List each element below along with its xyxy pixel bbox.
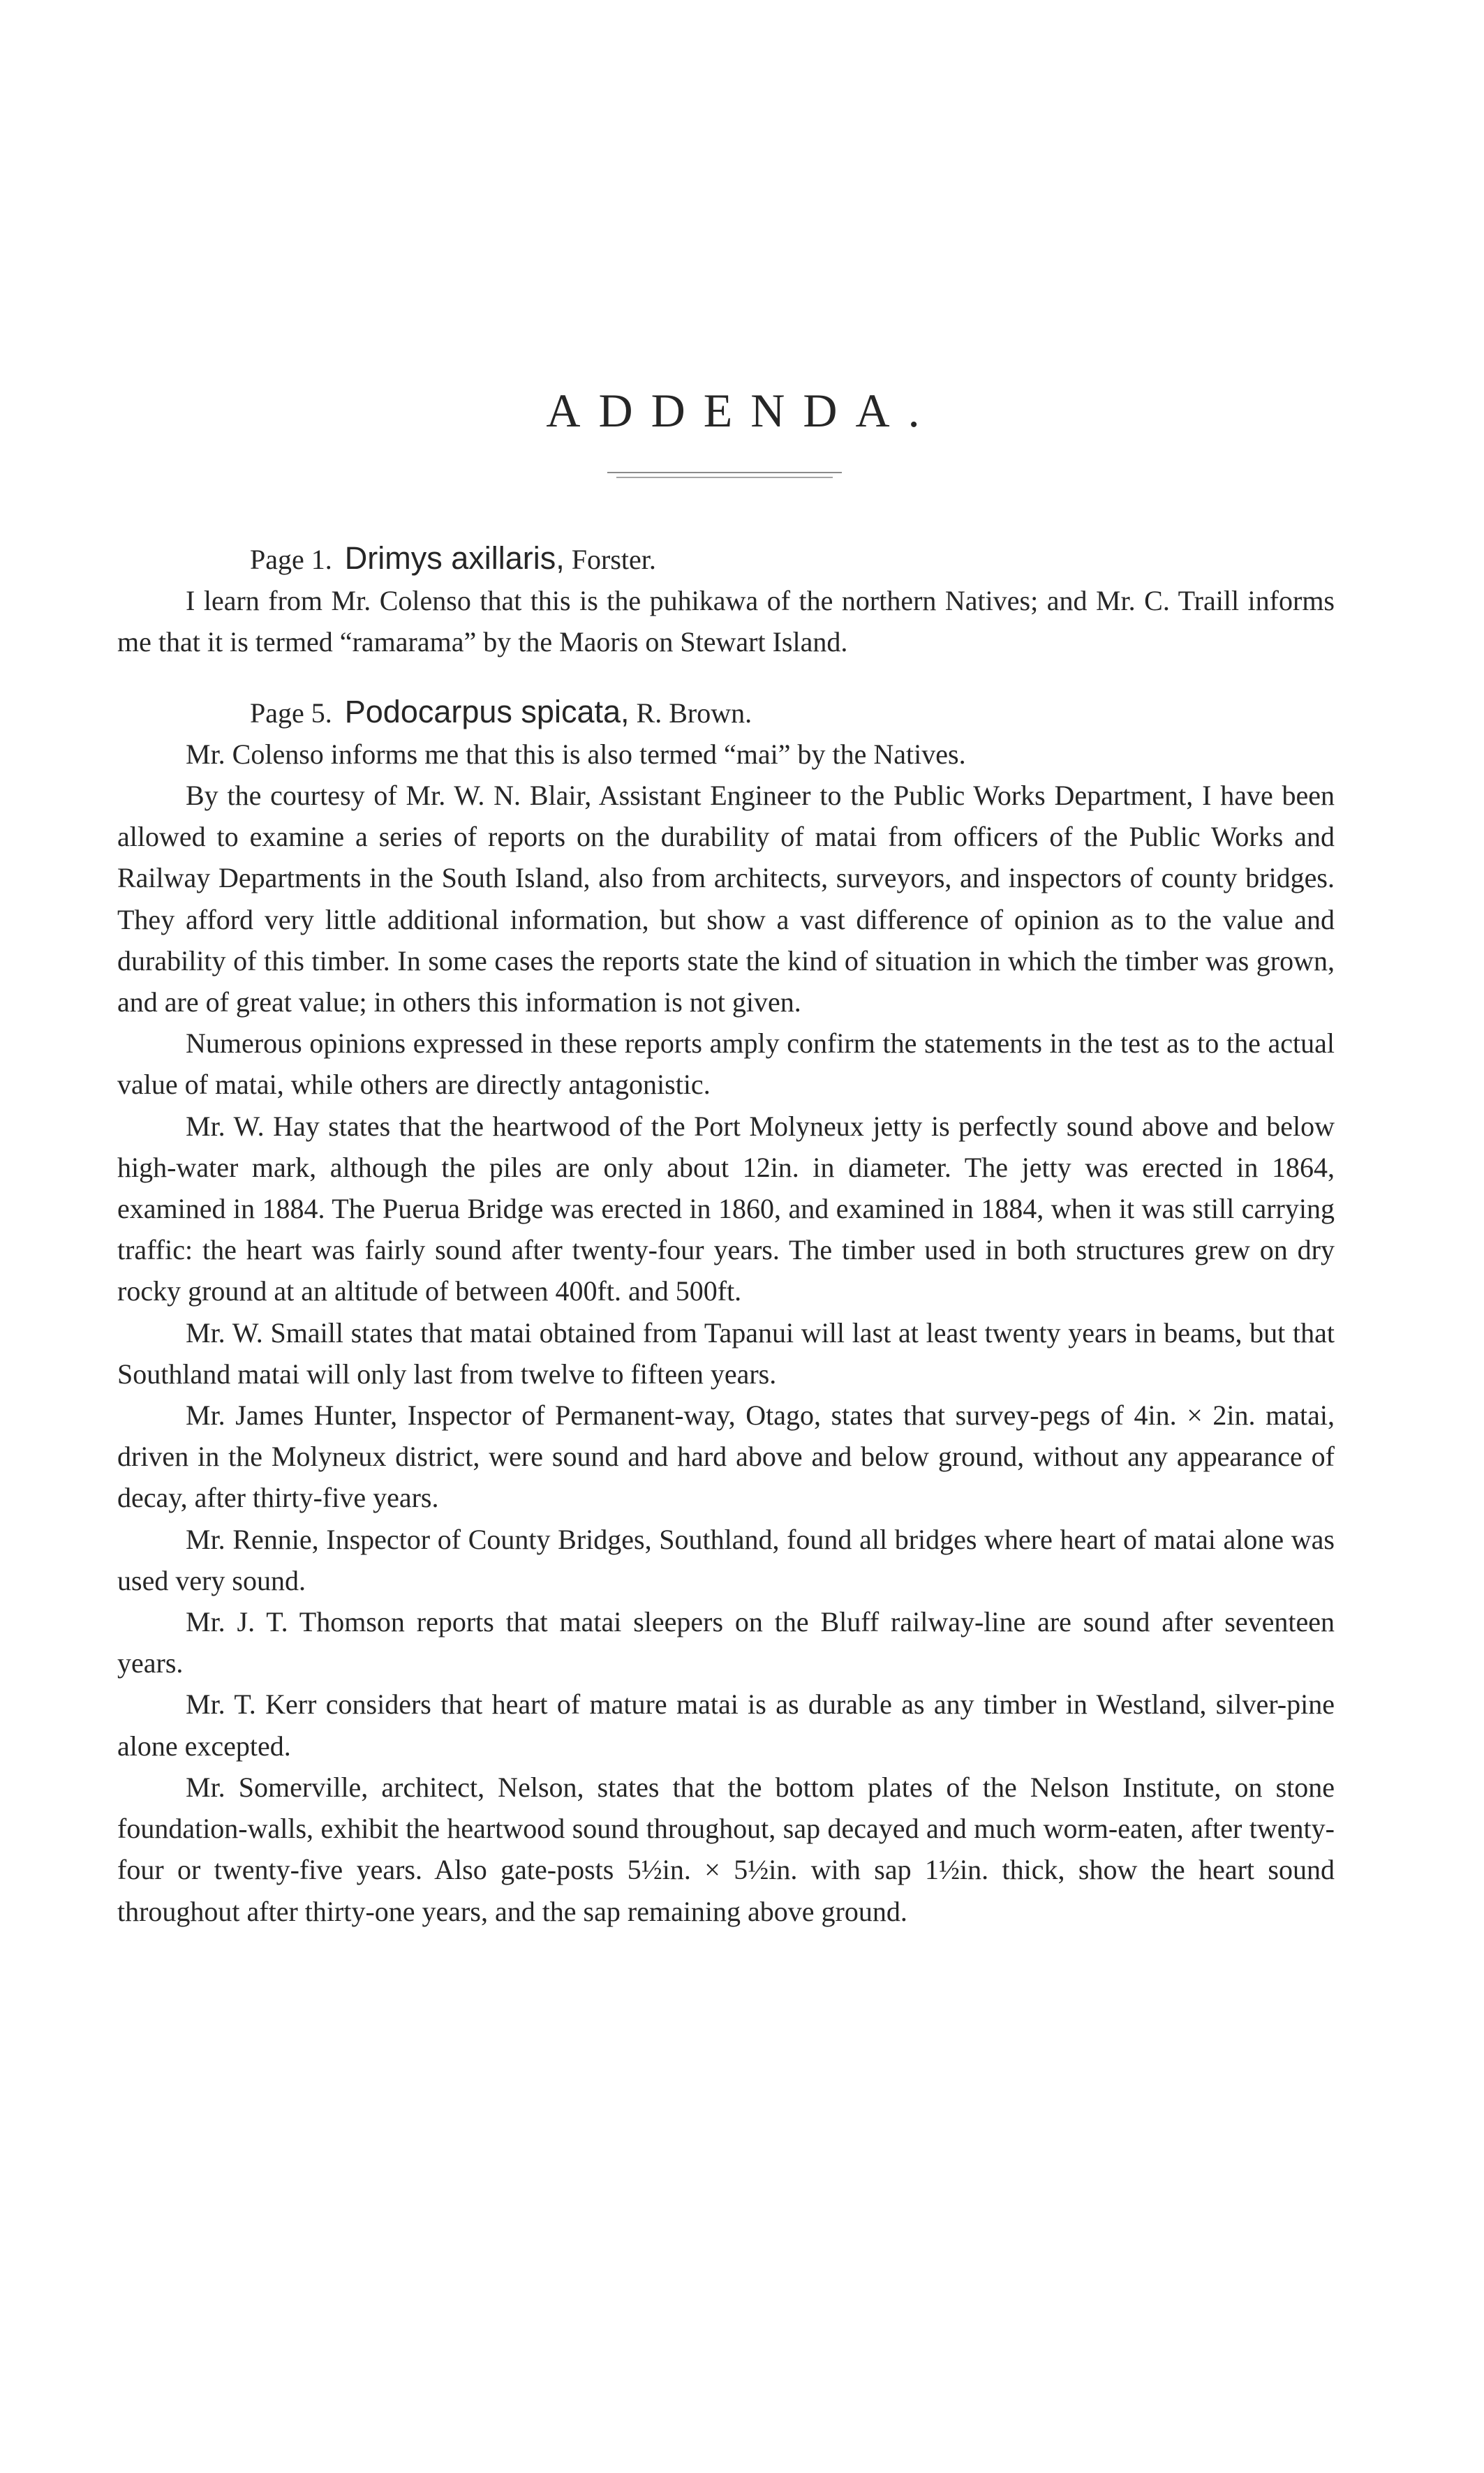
species-author: Forster.: [571, 544, 656, 575]
paragraph: Mr. Somerville, architect, Nelson, states that the bottom plates of the Nelson Institute, on stone foundation-walls, exhibit the heartwood sound throughout, sap decayed and much worm-eaten, after twenty-four or twenty-five years. Also gate-posts 5½in. × 5½in. with sap 1½in. thick, show the heart sound throughout after thirty-one years, and the sap remaining above ground.: [117, 1771, 1335, 1927]
page-reference: Page 5.: [250, 697, 332, 729]
title-rule: [607, 472, 842, 482]
paragraph: Mr. W. Smaill states that matai obtained from Tapanui will last at least twenty years in beams, but that Southland matai will only last from twelve to fifteen years.: [117, 1316, 1335, 1390]
page-title: ADDENDA.: [546, 384, 938, 437]
paragraph: Mr. T. Kerr considers that heart of mature matai is as durable as any timber in Westland, silver-pine alone excepted.: [117, 1688, 1335, 1762]
page-reference: Page 1.: [250, 544, 332, 575]
paragraph: By the courtesy of Mr. W. N. Blair, Assistant Engineer to the Public Works Department, I have been allowed to examine a series of reports on the durability of matai from officers of the Public Works and Railway Departments in the South Island, also from architects, surveyors, and inspectors of county bridges. They afford very little additional information, but show a vast difference of opinion as to the value and durability of this timber. In some cases the reports state the kind of situation in which the timber was grown, and are of great value; in others this information is not given.: [117, 780, 1335, 1018]
paragraph: Mr. Rennie, Inspector of County Bridges, Southland, found all bridges where heart of matai alone was used very sound.: [117, 1523, 1335, 1596]
entry-heading: [117, 691, 1335, 734]
paragraph: Mr. Colenso informs me that this is also termed “mai” by the Natives.: [186, 738, 966, 770]
paragraph: Numerous opinions expressed in these reports amply confirm the statements in the test as to the actual value of matai, while others are directly antagonistic.: [117, 1027, 1335, 1101]
species-author: R. Brown.: [636, 697, 752, 729]
body-text: [117, 537, 1335, 1932]
species-name: Podocarpus spicata,: [344, 693, 630, 729]
species-name: Drimys axillaris,: [344, 540, 565, 576]
paragraph: I learn from Mr. Colenso that this is the puhikawa of the northern Natives; and Mr. C. Traill informs me that it is termed “ramarama” by the Maoris on Stewart Island.: [117, 585, 1335, 658]
entry-heading: [117, 537, 1335, 580]
paragraph: Mr. J. T. Thomson reports that matai sleepers on the Bluff railway-line are sound after seventeen years.: [117, 1606, 1335, 1679]
paragraph: Mr. W. Hay states that the heartwood of the Port Molyneux jetty is perfectly sound above and below high-water mark, although the piles are only about 12in. in diameter. The jetty was erected in 1864, examined in 1884. The Puerua Bridge was erected in 1860, and examined in 1884, when it was still carrying traffic: the heart was fairly sound after twenty-four years. The timber used in both structures grew on dry rocky ground at an altitude of between 400ft. and 500ft.: [117, 1110, 1335, 1307]
paragraph: Mr. James Hunter, Inspector of Permanent-way, Otago, states that survey-pegs of 4in. × 2in. matai, driven in the Molyneux district, were sound and hard above and below ground, without any appearance of decay, after thirty-five years.: [117, 1399, 1335, 1514]
